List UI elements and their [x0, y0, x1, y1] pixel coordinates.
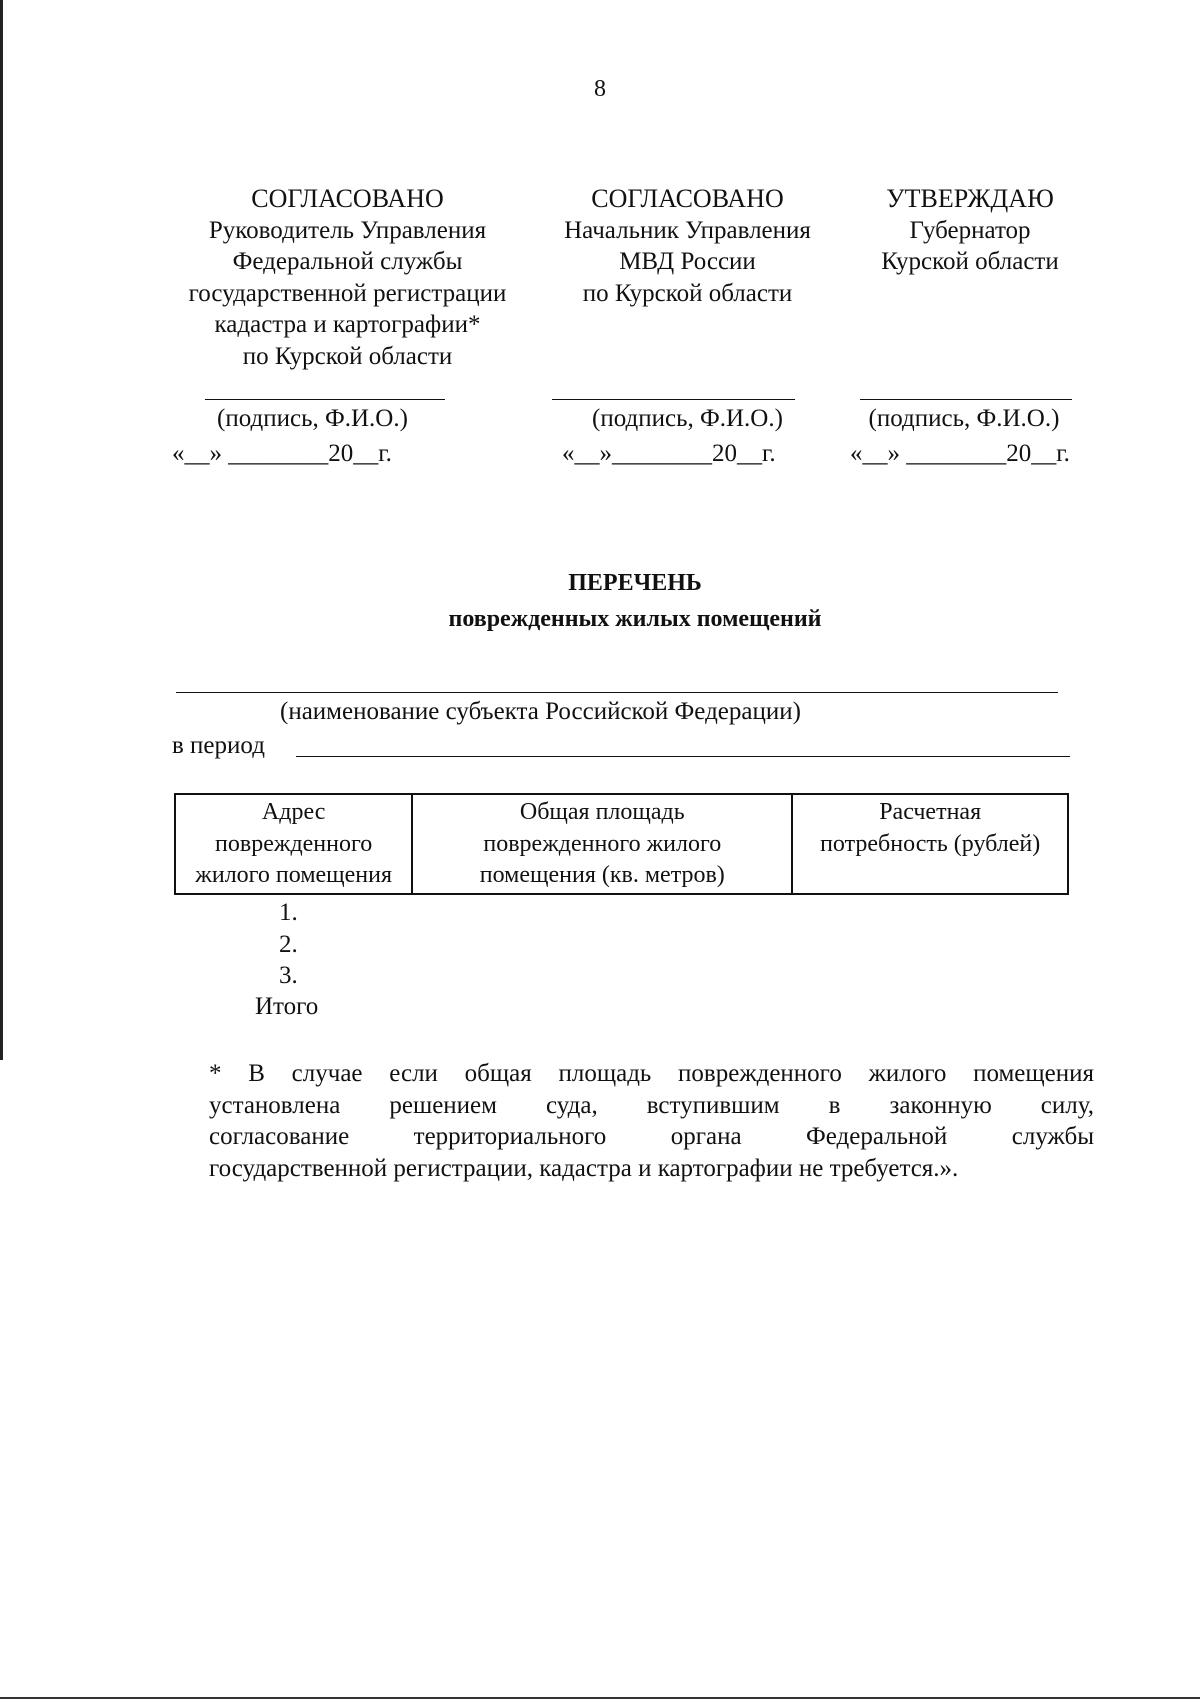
approval-heading: СОГЛАСОВАНО — [251, 184, 444, 213]
header-line: потребность (рублей) — [820, 830, 1041, 857]
page-bottom-border — [0, 1697, 1200, 1699]
date-field: «__»________20__г. — [562, 440, 776, 467]
approval-line: МВД России — [619, 248, 756, 275]
column-header-address — [175, 794, 412, 894]
header-line: поврежденного жилого — [483, 830, 722, 857]
date-field: «__» ________20__г. — [172, 440, 392, 467]
row-list — [279, 897, 298, 992]
page-left-border — [0, 0, 3, 1060]
approval-line: по Курской области — [242, 342, 453, 370]
page-number: 8 — [594, 76, 606, 102]
signature-line — [552, 399, 795, 400]
column-header-area — [412, 794, 792, 894]
footnote-line: установлена решением суда, вступившим в законную силу, — [209, 1091, 1094, 1119]
document-subtitle: поврежденных жилых помещений — [448, 606, 822, 632]
approval-line: Начальник Управления — [564, 216, 811, 244]
header-line: помещения (кв. метров) — [479, 862, 725, 888]
approval-block-registry — [170, 183, 525, 372]
subject-caption: (наименование субъекта Российской Федерации) — [280, 698, 801, 725]
header-line: жилого помещения — [195, 862, 393, 888]
header-line: поврежденного — [215, 830, 373, 857]
list-item: 1. — [279, 899, 298, 926]
approval-line: Губернатор — [909, 216, 1031, 244]
header-line: Общая площадь — [519, 799, 685, 825]
approval-line: по Курской области — [582, 279, 793, 307]
table-header-row — [175, 794, 1068, 894]
header-line: Адрес — [261, 799, 326, 825]
footnote-line: * В случае если общая площадь поврежденного жилого помещения — [209, 1060, 1094, 1087]
signature-line — [205, 399, 445, 400]
damaged-premises-table — [174, 793, 1069, 895]
footnote-line: государственной регистрации, кадастра и картографии не требуется.». — [209, 1154, 959, 1182]
signature-line — [860, 399, 1072, 400]
approval-heading: УТВЕРЖДАЮ — [886, 184, 1054, 213]
period-line — [296, 756, 1070, 757]
column-header-cost — [792, 794, 1068, 894]
document-title: ПЕРЕЧЕНЬ — [568, 570, 702, 596]
footnote-line: согласование территориального органа Федеральной службы — [209, 1123, 1094, 1150]
period-label: в период — [172, 732, 265, 759]
date-field: «__» ________20__г. — [850, 440, 1070, 467]
approval-block-governor — [855, 183, 1085, 278]
approval-line: Курской области — [881, 248, 1059, 275]
approval-block-mvd — [540, 183, 835, 309]
approval-line: Руководитель Управления — [208, 216, 487, 244]
list-item: 2. — [279, 930, 298, 958]
subject-name-line — [176, 692, 1058, 693]
total-label: Итого — [255, 993, 319, 1020]
signature-caption: (подпись, Ф.И.О.) — [592, 405, 783, 432]
list-item: 3. — [279, 962, 298, 989]
approval-heading: СОГЛАСОВАНО — [591, 184, 784, 213]
header-line: Расчетная — [879, 799, 982, 825]
footnote — [209, 1058, 1094, 1184]
approval-line: кадастра и картографии* — [214, 311, 481, 338]
approval-line: государственной регистрации — [188, 279, 507, 307]
signature-caption: (подпись, Ф.И.О.) — [868, 405, 1060, 432]
signature-caption: (подпись, Ф.И.О.) — [217, 405, 408, 432]
approval-line: Федеральной службы — [232, 248, 463, 275]
